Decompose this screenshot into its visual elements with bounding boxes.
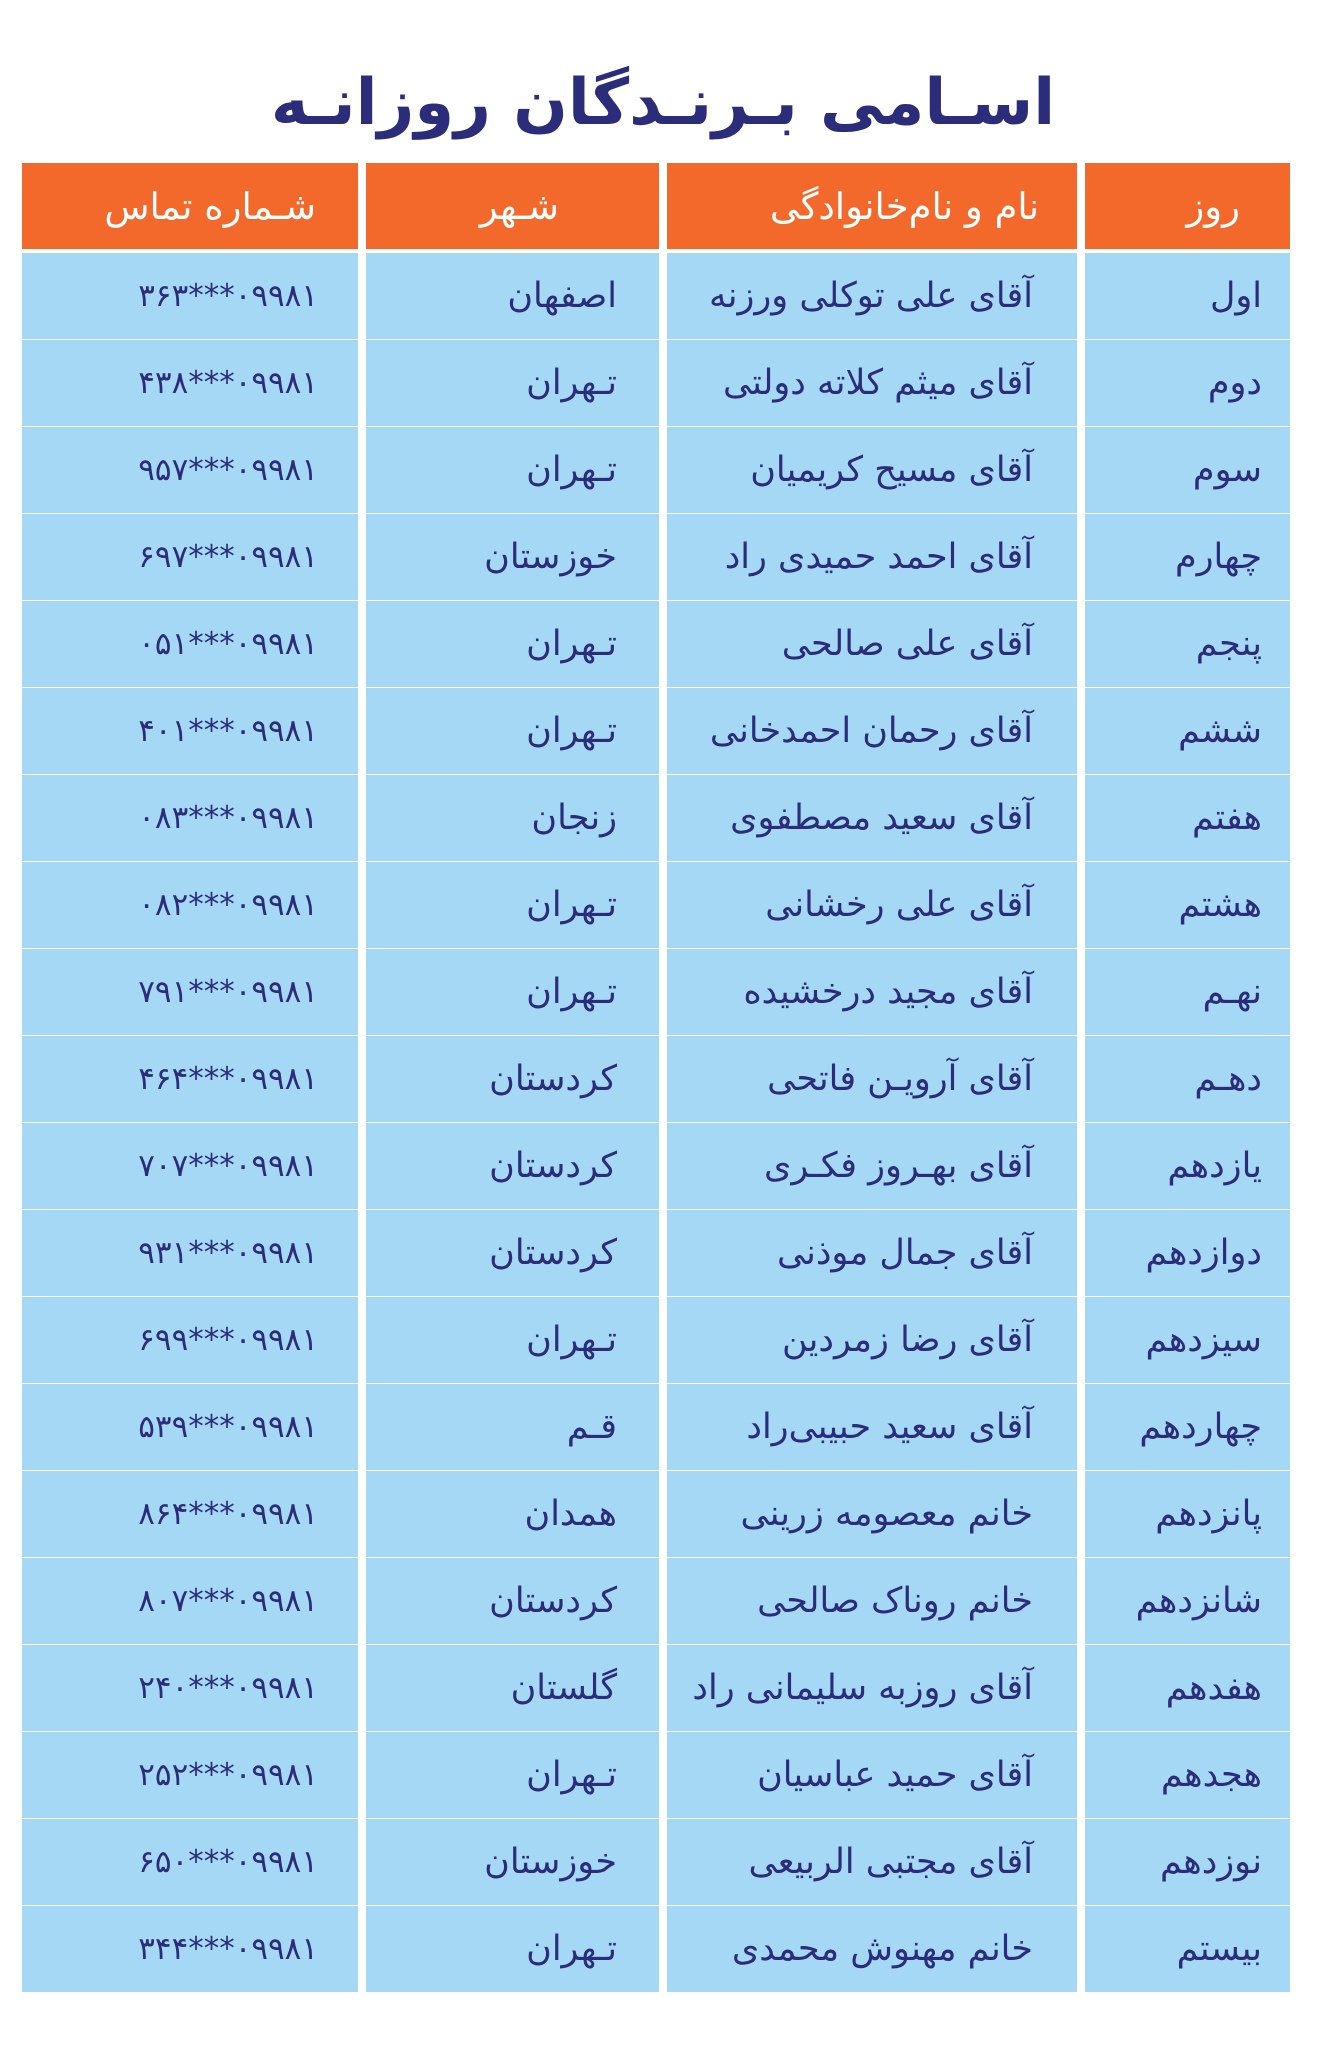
- cell-phone: ۰۹۹۸۱***۰۸۲: [22, 862, 358, 948]
- table-row: [22, 1819, 1290, 1905]
- cell-city: زنجان: [366, 775, 659, 861]
- winners-table: [22, 163, 1290, 1993]
- cell-day: دوم: [1085, 340, 1290, 426]
- cell-day: اول: [1085, 253, 1290, 339]
- cell-name: آقای روزبه سلیمانی راد: [667, 1645, 1077, 1731]
- cell-name: آقای رضا زمردین: [667, 1297, 1077, 1383]
- cell-day: هجدهم: [1085, 1732, 1290, 1818]
- cell-name: خانم روناک صالحی: [667, 1558, 1077, 1644]
- cell-city: قـم: [366, 1384, 659, 1470]
- cell-day: نوزدهم: [1085, 1819, 1290, 1905]
- cell-day: شانزدهم: [1085, 1558, 1290, 1644]
- cell-day: چهاردهم: [1085, 1384, 1290, 1470]
- table-row: [22, 1036, 1290, 1122]
- cell-city: تـهران: [366, 862, 659, 948]
- cell-day: دوازدهم: [1085, 1210, 1290, 1296]
- table-row: [22, 427, 1290, 513]
- cell-phone: ۰۹۹۸۱***۹۳۱: [22, 1210, 358, 1296]
- table-row: [22, 1732, 1290, 1818]
- cell-phone: ۰۹۹۸۱***۰۸۳: [22, 775, 358, 861]
- cell-phone: ۰۹۹۸۱***۶۵۰: [22, 1819, 358, 1905]
- cell-city: تـهران: [366, 601, 659, 687]
- cell-name: آقای مجید درخشیده: [667, 949, 1077, 1035]
- cell-city: گلستان: [366, 1645, 659, 1731]
- cell-phone: ۰۹۹۸۱***۶۹۷: [22, 514, 358, 600]
- cell-phone: ۰۹۹۸۱***۲۵۲: [22, 1732, 358, 1818]
- header-phone: شـماره تماس: [22, 163, 358, 249]
- cell-phone: ۰۹۹۸۱***۳۶۳: [22, 253, 358, 339]
- cell-city: کردستان: [366, 1036, 659, 1122]
- cell-city: کردستان: [366, 1123, 659, 1209]
- cell-day: چهارم: [1085, 514, 1290, 600]
- table-header-row: [22, 163, 1290, 249]
- page-title: اسـامی بـرنـدگان روزانـه: [270, 66, 1056, 140]
- table-row: [22, 862, 1290, 948]
- cell-phone: ۰۹۹۸۱***۴۳۸: [22, 340, 358, 426]
- table-row: [22, 775, 1290, 861]
- cell-phone: ۰۹۹۸۱***۲۴۰: [22, 1645, 358, 1731]
- cell-name: آقای علی صالحی: [667, 601, 1077, 687]
- cell-phone: ۰۹۹۸۱***۴۰۱: [22, 688, 358, 774]
- cell-name: آقای آرویـن فاتحی: [667, 1036, 1077, 1122]
- cell-name: آقای میثم کلاته دولتی: [667, 340, 1077, 426]
- cell-phone: ۰۹۹۸۱***۴۶۴: [22, 1036, 358, 1122]
- cell-city: تـهران: [366, 427, 659, 513]
- cell-day: هفتم: [1085, 775, 1290, 861]
- cell-phone: ۰۹۹۸۱***۶۹۹: [22, 1297, 358, 1383]
- cell-city: کردستان: [366, 1558, 659, 1644]
- cell-name: آقای مسیح کریمیان: [667, 427, 1077, 513]
- table-row: [22, 601, 1290, 687]
- table-row: [22, 1297, 1290, 1383]
- cell-phone: ۰۹۹۸۱***۹۵۷: [22, 427, 358, 513]
- cell-name: آقای احمد حمیدی راد: [667, 514, 1077, 600]
- header-day: روز: [1085, 163, 1290, 249]
- table-row: [22, 253, 1290, 339]
- cell-city: تـهران: [366, 688, 659, 774]
- cell-name: آقای سعید مصطفوی: [667, 775, 1077, 861]
- table-row: [22, 1558, 1290, 1644]
- cell-day: نهـم: [1085, 949, 1290, 1035]
- table-row: [22, 1123, 1290, 1209]
- cell-day: پنجم: [1085, 601, 1290, 687]
- table-row: [22, 514, 1290, 600]
- cell-name: آقای جمال موذنی: [667, 1210, 1077, 1296]
- cell-day: یازدهم: [1085, 1123, 1290, 1209]
- cell-name: آقای حمید عباسیان: [667, 1732, 1077, 1818]
- cell-city: تـهران: [366, 1732, 659, 1818]
- cell-day: دهـم: [1085, 1036, 1290, 1122]
- table-row: [22, 340, 1290, 426]
- table-body: [22, 253, 1290, 1992]
- cell-phone: ۰۹۹۸۱***۷۹۱: [22, 949, 358, 1035]
- cell-city: اصفهان: [366, 253, 659, 339]
- cell-name: آقای علی توکلی ورزنه: [667, 253, 1077, 339]
- cell-phone: ۰۹۹۸۱***۵۳۹: [22, 1384, 358, 1470]
- cell-city: تـهران: [366, 1906, 659, 1992]
- header-name: نام و نام‌خانوادگی: [667, 163, 1077, 249]
- cell-name: آقای رحمان احمدخانی: [667, 688, 1077, 774]
- cell-phone: ۰۹۹۸۱***۸۶۴: [22, 1471, 358, 1557]
- cell-phone: ۰۹۹۸۱***۸۰۷: [22, 1558, 358, 1644]
- table-row: [22, 688, 1290, 774]
- cell-phone: ۰۹۹۸۱***۷۰۷: [22, 1123, 358, 1209]
- cell-city: همدان: [366, 1471, 659, 1557]
- header-city: شـهر: [366, 163, 659, 249]
- cell-name: آقای بهـروز فکـری: [667, 1123, 1077, 1209]
- cell-day: هشتم: [1085, 862, 1290, 948]
- cell-city: کردستان: [366, 1210, 659, 1296]
- cell-city: تـهران: [366, 949, 659, 1035]
- cell-phone: ۰۹۹۸۱***۰۵۱: [22, 601, 358, 687]
- cell-name: آقای مجتبی الربیعی: [667, 1819, 1077, 1905]
- table-row: [22, 1645, 1290, 1731]
- cell-day: پانزدهم: [1085, 1471, 1290, 1557]
- cell-name: آقای علی رخشانی: [667, 862, 1077, 948]
- cell-city: خوزستان: [366, 1819, 659, 1905]
- cell-day: هفدهم: [1085, 1645, 1290, 1731]
- cell-name: خانم مهنوش محمدی: [667, 1906, 1077, 1992]
- cell-city: تـهران: [366, 1297, 659, 1383]
- cell-day: سوم: [1085, 427, 1290, 513]
- cell-day: بیستم: [1085, 1906, 1290, 1992]
- cell-name: خانم معصومه زرینی: [667, 1471, 1077, 1557]
- cell-city: تـهران: [366, 340, 659, 426]
- table-row: [22, 1906, 1290, 1992]
- table-row: [22, 949, 1290, 1035]
- cell-city: خوزستان: [366, 514, 659, 600]
- cell-day: سیزدهم: [1085, 1297, 1290, 1383]
- table-row: [22, 1210, 1290, 1296]
- cell-name: آقای سعید حبیبی‌راد: [667, 1384, 1077, 1470]
- cell-day: ششم: [1085, 688, 1290, 774]
- cell-phone: ۰۹۹۸۱***۳۴۴: [22, 1906, 358, 1992]
- table-row: [22, 1384, 1290, 1470]
- table-row: [22, 1471, 1290, 1557]
